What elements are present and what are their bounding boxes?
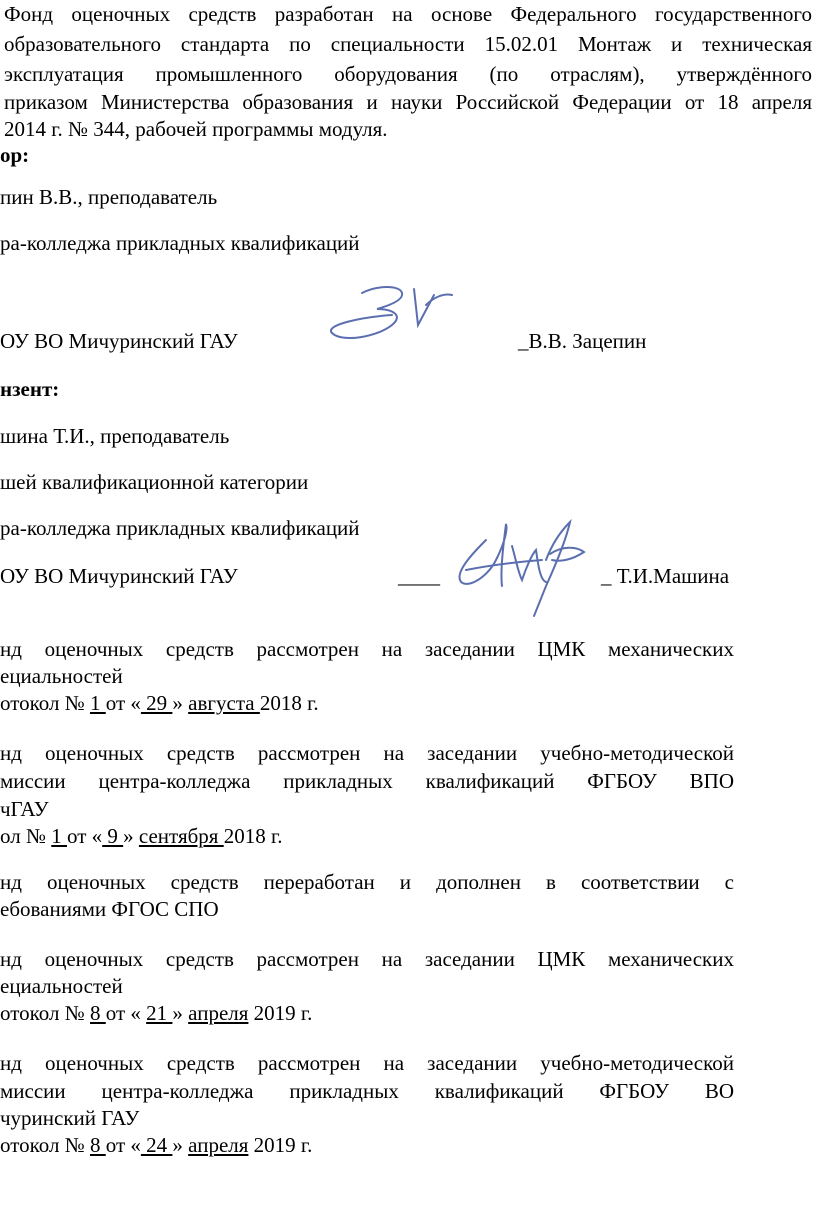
block1-line-1: нд оценочных средств рассмотрен на заседании ЦМК механических — [0, 637, 734, 661]
protocol-text: » — [123, 824, 139, 848]
reviewer-category: шей квалификационной категории — [0, 470, 309, 494]
block1-protocol — [0, 691, 319, 715]
author-heading: ор: — [0, 143, 30, 167]
protocol-prefix: отокол № — [0, 1133, 90, 1157]
protocol-prefix: ол № — [0, 824, 52, 848]
protocol-year: 2019 г. — [248, 1133, 313, 1157]
block4-line-1: нд оценочных средств рассмотрен на заседании ЦМК механических — [0, 947, 734, 971]
reviewer-signature — [446, 510, 592, 620]
protocol-text: от « — [105, 1001, 147, 1025]
intro-line-4: приказом Министерства образования и науки Российской Федерации от 18 апреля — [4, 90, 812, 114]
protocol-text: от « — [105, 691, 141, 715]
block5-line-2: миссии центра-колледжа прикладных квалификаций ФГБОУ ВО — [0, 1079, 734, 1103]
block5-line-1: нд оценочных средств рассмотрен на заседании учебно-методической — [0, 1051, 734, 1075]
reviewer-university: ОУ ВО Мичуринский ГАУ — [0, 564, 238, 588]
intro-line-1: Фонд оценочных средств разработан на основе Федерального государственного — [4, 2, 812, 26]
author-signature — [322, 275, 462, 350]
intro-line-2: образовательного стандарта по специальности 15.02.01 Монтаж и техническая — [4, 32, 812, 56]
reviewer-signature-name: _ Т.И.Машина — [601, 564, 730, 588]
reviewer-name: шина Т.И., преподаватель — [0, 424, 230, 448]
protocol-text: » — [172, 1133, 189, 1157]
author-name: пин В.В., преподаватель — [0, 185, 218, 209]
block2-line-2: миссии центра-колледжа прикладных квалификаций ФГБОУ ВПО — [0, 769, 734, 793]
protocol-number: 8 — [90, 1133, 106, 1157]
protocol-day: 21 — [146, 1001, 173, 1025]
block2-line-3: чГАУ — [0, 797, 49, 821]
block4-protocol — [0, 1001, 312, 1025]
protocol-month: августа — [188, 691, 260, 715]
protocol-text: от « — [105, 1133, 141, 1157]
protocol-day: 24 — [140, 1133, 173, 1157]
block1-line-2: ециальностей — [0, 664, 123, 688]
block5-line-3: чуринский ГАУ — [0, 1106, 140, 1130]
reviewer-heading: нзент: — [0, 377, 60, 401]
intro-line-5: 2014 г. № 344, рабочей программы модуля. — [4, 117, 388, 141]
protocol-number: 1 — [51, 824, 67, 848]
protocol-prefix: отокол № — [0, 691, 90, 715]
block3-line-2: ебованиями ФГОС СПО — [0, 897, 219, 921]
author-org: ра-колледжа прикладных квалификаций — [0, 231, 360, 255]
protocol-day: 9 — [102, 824, 124, 848]
protocol-year: 2018 г. — [259, 691, 319, 715]
protocol-number: 8 — [90, 1001, 106, 1025]
block2-line-1: нд оценочных средств рассмотрен на заседании учебно-методической — [0, 741, 734, 765]
block4-line-2: ециальностей — [0, 974, 123, 998]
protocol-year: 2019 г. — [248, 1001, 313, 1025]
protocol-year: 2018 г. — [223, 824, 283, 848]
reviewer-org: ра-колледжа прикладных квалификаций — [0, 516, 360, 540]
protocol-number: 1 — [90, 691, 106, 715]
intro-line-3: эксплуатация промышленного оборудования (по отраслям), утверждённого — [4, 62, 812, 86]
protocol-text: от « — [67, 824, 103, 848]
protocol-text: » — [172, 691, 189, 715]
protocol-day: 29 — [140, 691, 173, 715]
block5-protocol — [0, 1133, 312, 1157]
author-signature-name: _В.В. Зацепин — [518, 329, 647, 353]
author-university: ОУ ВО Мичуринский ГАУ — [0, 329, 238, 353]
block2-protocol — [0, 824, 282, 848]
reviewer-blank: ____ — [398, 564, 440, 588]
protocol-prefix: отокол № — [0, 1001, 90, 1025]
protocol-text: » — [172, 1001, 189, 1025]
block3-line-1: нд оценочных средств переработан и дополнен в соответствии с — [0, 870, 734, 894]
protocol-month: сентября — [138, 824, 224, 848]
protocol-month: апреля — [188, 1133, 249, 1157]
protocol-month: апреля — [188, 1001, 249, 1025]
